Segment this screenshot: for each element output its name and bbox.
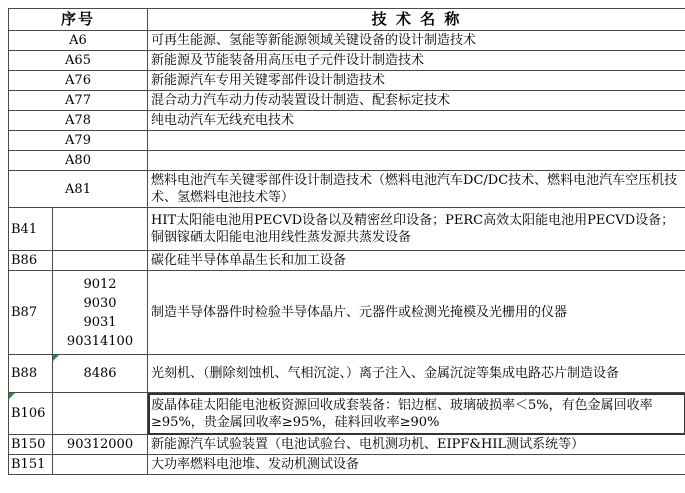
table-header-row [9,9,685,31]
cell-category-text: B106 [11,406,46,421]
cell-tech[interactable] [148,131,685,151]
hs-code: 9012 [83,276,117,292]
cell-code[interactable]: A79 [9,131,148,151]
header-tech-name[interactable]: 技 术 名 称 [148,9,685,31]
cell-code[interactable]: A6 [9,31,148,51]
cell-code[interactable]: A65 [9,51,148,71]
cell-code[interactable] [53,393,148,435]
cell-category[interactable]: B41 [9,208,53,251]
cell-code[interactable] [53,355,148,393]
cell-code[interactable]: 90312000 [53,435,148,455]
cell-category[interactable]: B86 [9,251,53,271]
table-row [9,31,685,51]
cell-category[interactable]: B87 [9,271,53,355]
table-row [9,151,685,171]
hs-code: 9031 [83,314,117,330]
table-row [9,91,685,111]
cell-tech-selected[interactable]: 废晶体硅太阳能电池板资源回收成套装备：铝边框、玻璃破损率＜5%，有色金属回收率≥95%，贵金属回收率≥95%，硅料回收率≥90% [148,393,685,435]
cell-category[interactable] [9,393,53,435]
cell-tech[interactable]: 大功率燃料电池堆、发动机测试设备 [148,455,685,475]
cell-code[interactable]: A78 [9,111,148,131]
cell-tech[interactable]: 碳化硅半导体单晶生长和加工设备 [148,251,685,271]
cell-tech[interactable]: 纯电动汽车无线充电技术 [148,111,685,131]
table-row [9,271,685,355]
table-row [9,251,685,271]
cell-code-list[interactable] [53,271,148,355]
table-row [9,435,685,455]
table-row [9,111,685,131]
cell-code[interactable]: A76 [9,71,148,91]
cell-code-text: 8486 [83,366,117,381]
table-row [9,393,685,435]
header-seq[interactable]: 序号 [9,9,148,31]
table-row [9,455,685,475]
cell-category[interactable]: B88 [9,355,53,393]
cell-code[interactable]: A80 [9,151,148,171]
table-row [9,171,685,208]
cell-category[interactable]: B151 [9,455,53,475]
cell-tech[interactable]: 混合动力汽车动力传动装置设计制造、配套标定技术 [148,91,685,111]
comment-indicator [9,393,15,399]
cell-tech[interactable]: 可再生能源、氢能等新能源领域关键设备的设计制造技术 [148,31,685,51]
table-row [9,71,685,91]
cell-tech[interactable]: 制造半导体器件时检验半导体晶片、元器件或检测光掩模及光栅用的仪器 [148,271,685,355]
cell-tech[interactable]: 燃料电池汽车关键零部件设计制造技术（燃料电池汽车DC/DC技术、燃料电池汽车空压机技术、氢燃料电池技术等） [148,171,685,208]
cell-tech[interactable]: 新能源及节能装备用高压电子元件设计制造技术 [148,51,685,71]
cell-tech[interactable]: 新能源汽车专用关键零部件设计制造技术 [148,71,685,91]
cell-tech[interactable] [148,151,685,171]
cell-tech[interactable]: 新能源汽车试验装置（电池试验台、电机测功机、EIPF&HIL测试系统等） [148,435,685,455]
comment-indicator [53,355,59,361]
cell-code[interactable]: A77 [9,91,148,111]
hs-code: 9030 [83,295,117,311]
technology-table [8,8,685,475]
cell-tech[interactable]: 光刻机、（删除刻蚀机、气相沉淀、）离子注入、金属沉淀等集成电路芯片制造设备 [148,355,685,393]
table-row [9,51,685,71]
table-row [9,131,685,151]
table-row [9,355,685,393]
cell-tech[interactable]: HIT太阳能电池用PECVD设备以及精密丝印设备；PERC高效太阳能电池用PECVD设备；铜铟镓硒太阳能电池用线性蒸发源共蒸发设备 [148,208,685,251]
cell-code[interactable] [53,251,148,271]
cell-code[interactable] [53,455,148,475]
hs-code: 90314100 [66,333,134,349]
table-row [9,208,685,251]
cell-code[interactable] [53,208,148,251]
cell-code[interactable]: A81 [9,171,148,208]
cell-category[interactable]: B150 [9,435,53,455]
